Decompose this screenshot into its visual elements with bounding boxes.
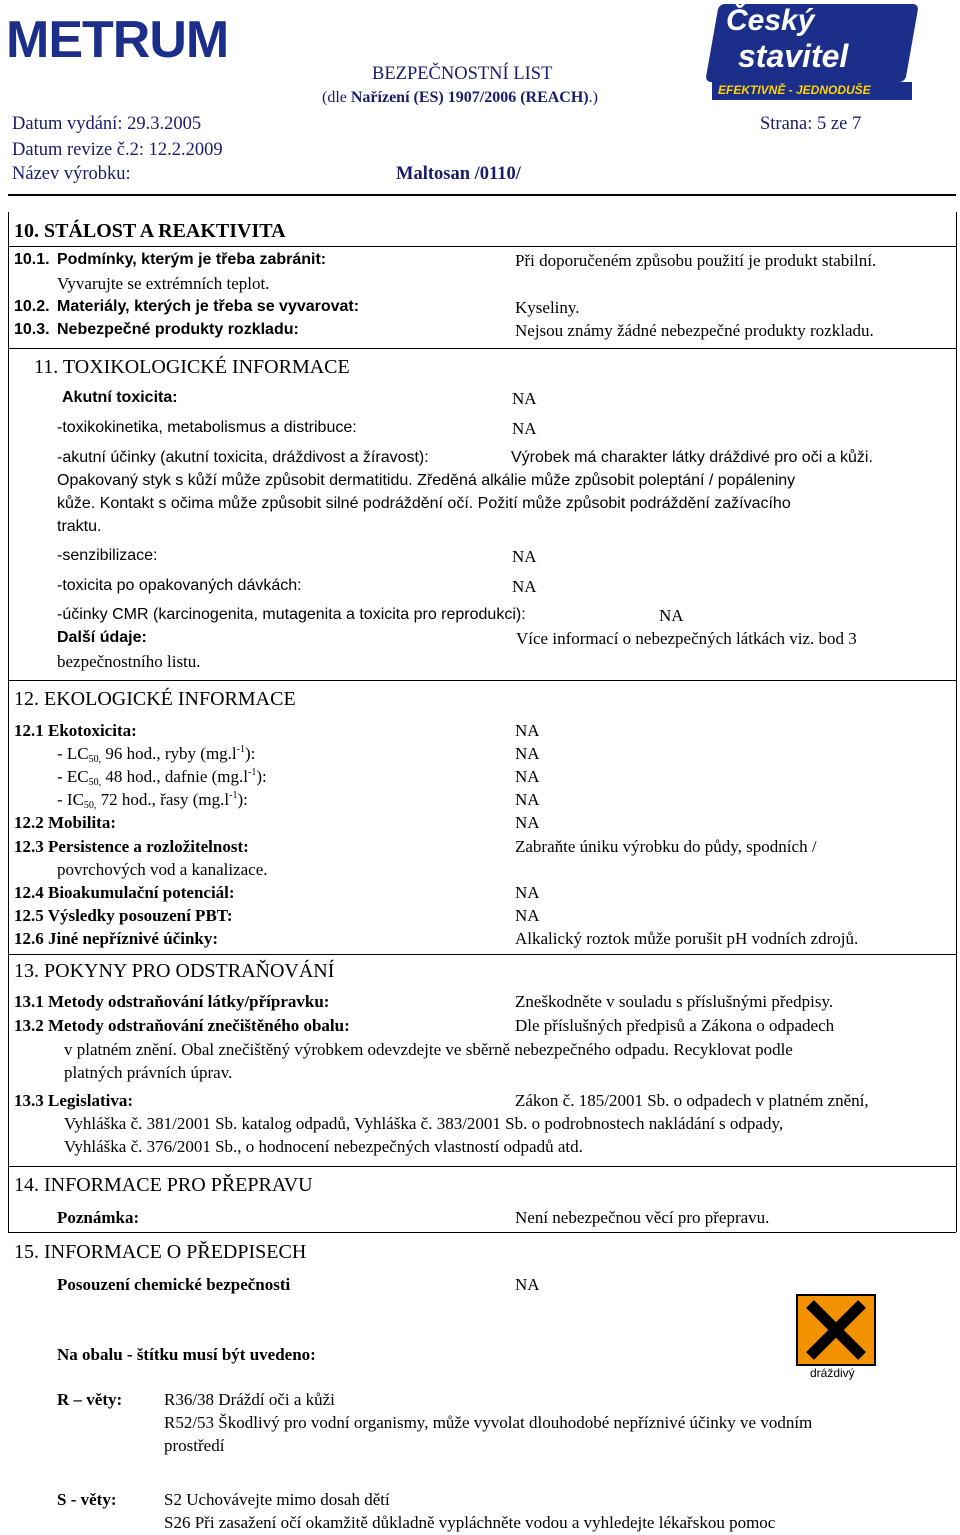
chem-safety-value: NA [515,1275,540,1294]
s12-r3-label: 12.3 Persistence a rozložitelnost: [14,837,249,856]
cmr-label: -účinky CMR (karcinogenita, mutagenita a toxicita pro reprodukci): [57,606,526,623]
other-value: Více informací o nebezpečných látkách viz. bod 3 [516,629,857,648]
section-14-title: 14. INFORMACE PRO PŘEPRAVU [14,1174,313,1196]
s12-r5-value: NA [515,906,540,925]
effects-line-4: traktu. [57,518,102,535]
tox-label: -toxikokinetika, metabolismus a distribuce: [57,419,357,436]
repeat-value: NA [512,577,537,596]
section-10-divider [8,246,956,247]
s13-r2-line-2: v platném znění. Obal znečištěný výrobkem odevzdejte ve sběrně nebezpečného odpadu. Recyklovat podle [64,1040,793,1059]
document-title: BEZPEČNOSTNÍ LIST [372,64,553,84]
frame-right [956,212,957,1232]
section-11-divider [8,348,956,349]
s-phrase-2: S26 Při zasažení očí okamžitě důkladně vypláchněte vodou a vyhledejte lékařskou pomoc [164,1513,776,1532]
sens-label: -senzibilizace: [57,547,158,564]
lc50-label: - $LC_{50,}$ 96 hod., ryby $(mg.l^{-1})$: [57,744,256,765]
s12-r3-cont: povrchových vod a kanalizace. [57,860,268,879]
r-phrases-label: R – věty: [57,1390,123,1409]
s10-r3-value: Nejsou známy žádné nebezpečné produkty rozkladu. [515,321,874,340]
s12-r1-value: NA [515,721,540,740]
s13-r1-value: Zneškodněte v souladu s příslušnými předpisy. [515,992,834,1011]
s13-r2-value: Dle příslušných předpisů a Zákona o odpadech [515,1016,835,1035]
s-phrases-label: S - věty: [57,1490,117,1509]
s10-r1-value: Při doporučeném způsobu použití je produkt stabilní. [515,251,877,270]
s12-r3-value: Zabraňte úniku výrobku do půdy, spodních / [515,837,817,856]
s12-r6-label: 12.6 Jiné nepříznivé účinky: [14,929,219,948]
section-15-title: 15. INFORMACE O PŘEDPISECH [14,1241,307,1263]
cmr-value: NA [659,606,684,625]
issue-date: Datum vydání: 29.3.2005 [12,114,202,134]
ic50-label: - $IC_{50,}$ 72 hod., řasy $(mg.l^{-1})$: [57,790,248,811]
effects-label: -akutní účinky (akutní toxicita, dráždivost a žíravost): [57,449,429,466]
s10-r1-cont: Vyvarujte se extrémních teplot. [57,274,270,293]
hazard-caption: dráždivý [810,1366,855,1380]
cesky-stavitel-logo: Český stavitel EFEKTIVNĚ - JEDNODUŠE [712,4,912,100]
transport-note-value: Není nebezpečnou věcí pro přepravu. [515,1208,770,1227]
s12-r2-label: 12.2 Mobilita: [14,813,116,832]
ic50-value: NA [515,790,540,809]
acute-label: Akutní toxicita: [62,389,178,406]
acute-value: NA [512,389,537,408]
tox-value: NA [512,419,537,438]
header-divider [8,194,956,196]
ec50-value: NA [515,767,540,786]
section-10-title: 10. STÁLOST A REAKTIVITA [14,220,286,242]
section-12-divider [8,680,956,681]
label-requirements-title: Na obalu - štítku musí být uvedeno: [57,1345,316,1364]
effects-line-3: kůže. Kontakt s očima může způsobit silné podráždění očí. Požití může způsobit podráždění zažívacího [57,495,791,512]
section-12-title: 12. EKOLOGICKÉ INFORMACE [14,688,296,710]
effects-value: Výrobek má charakter látky dráždivé pro oči a kůži. [511,449,873,466]
s13-r3-label: 13.3 Legislativa: [14,1091,133,1110]
sens-value: NA [512,547,537,566]
effects-line-2: Opakovaný styk s kůží může způsobit dermatitidu. Zředěná alkálie může způsobit poleptání / popáleniny [57,472,796,489]
s13-r3-line-3: Vyhláška č. 376/2001 Sb., o hodnocení nebezpečných vlastností odpadů atd. [64,1137,583,1156]
s10-r3-num: 10.3. [14,321,50,338]
s12-r4-value: NA [515,883,540,902]
page-number: Strana: 5 ze 7 [760,114,862,134]
transport-note-label: Poznámka: [57,1208,140,1227]
lc50-value: NA [515,744,540,763]
other-label: Další údaje: [57,629,147,646]
s13-r3-value: Zákon č. 185/2001 Sb. o odpadech v platném znění, [515,1091,869,1110]
r-phrase-1: R36/38 Dráždí oči a kůži [164,1390,335,1409]
section-15-divider [8,1232,956,1233]
s13-r2-label: 13.2 Metody odstraňování znečištěného obalu: [14,1016,350,1035]
frame-left [8,212,9,1232]
other-cont: bezpečnostního listu. [57,652,201,671]
s10-r2-num: 10.2. [14,298,50,315]
section-11-title: 11. TOXIKOLOGICKÉ INFORMACE [34,356,350,378]
s13-r3-line-2: Vyhláška č. 381/2001 Sb. katalog odpadů, Vyhláška č. 383/2001 Sb. o podrobnostech nakládání s odpady, [64,1114,784,1133]
irritant-hazard-icon [796,1294,876,1384]
s10-r2-value: Kyseliny. [515,298,580,317]
section-13-divider [8,954,956,955]
document-subtitle: (dle Nařízení (ES) 1907/2006 (REACH).) [322,89,598,106]
r-phrase-3: prostředí [164,1436,225,1455]
s10-r2-label: Materiály, kterých je třeba se vyvarovat: [57,298,360,315]
section-13-title: 13. POKYNY PRO ODSTRAŇOVÁNÍ [14,960,335,982]
metrum-logo: METRUM [6,11,229,69]
s12-r1-label: 12.1 Ekotoxicita: [14,721,137,740]
s10-r3-label: Nebezpečné produkty rozkladu: [57,321,299,338]
s12-r6-value: Alkalický roztok může porušit pH vodních zdrojů. [515,929,859,948]
s13-r1-label: 13.1 Metody odstraňování látky/přípravku: [14,992,330,1011]
s10-r1-num: 10.1. [14,251,50,268]
s12-r4-label: 12.4 Bioakumulační potenciál: [14,883,235,902]
s-phrase-1: S2 Uchovávejte mimo dosah dětí [164,1490,390,1509]
s13-r2-line-3: platných právních úprav. [64,1063,233,1082]
chem-safety-label: Posouzení chemické bezpečnosti [57,1275,291,1294]
repeat-label: -toxicita po opakovaných dávkách: [57,577,302,594]
s12-r2-value: NA [515,813,540,832]
ec50-label: - $EC_{50,}$ 48 hod., dafnie $(mg.l^{-1})$: [57,767,267,788]
s12-r5-label: 12.5 Výsledky posouzení PBT: [14,906,233,925]
s10-r1-label: Podmínky, kterým je třeba zabránit: [57,251,327,268]
product-label: Název výrobku: [12,164,131,184]
section-14-divider [8,1166,956,1167]
r-phrase-2: R52/53 Škodlivý pro vodní organismy, může vyvolat dlouhodobé nepříznivé účinky ve vodním [164,1413,813,1432]
revision-date: Datum revize č.2: 12.2.2009 [12,140,223,160]
product-name: Maltosan /0110/ [396,164,521,184]
